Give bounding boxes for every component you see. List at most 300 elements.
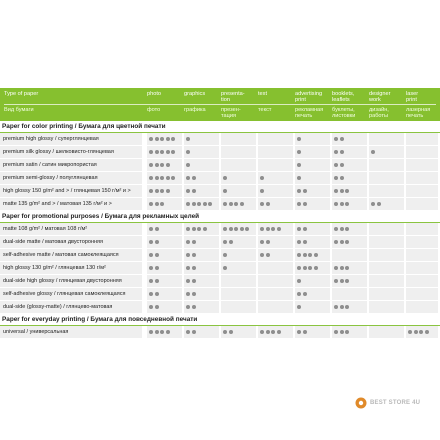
rating-dot	[303, 266, 307, 270]
rating-dot	[303, 227, 307, 231]
rating-dot	[340, 150, 344, 154]
header-col-0-ru: фото	[147, 107, 161, 113]
rating-dot	[155, 189, 159, 193]
rating-dot	[303, 330, 307, 334]
rating-cell	[332, 133, 367, 145]
rating-dot	[155, 330, 159, 334]
rating-dot	[340, 305, 344, 309]
rating-cell	[184, 172, 219, 184]
rating-cell	[369, 262, 404, 274]
rating-cell	[295, 249, 330, 261]
rating-dot	[340, 163, 344, 167]
rating-cell	[332, 326, 367, 338]
rating-dot	[266, 202, 270, 206]
rating-dot	[266, 330, 270, 334]
rating-dot	[186, 266, 190, 270]
paper-type-name: dual-side (glossy-matte) / глянцево-матовая	[0, 301, 142, 313]
rating-dot	[192, 240, 196, 244]
rating-cell	[369, 172, 404, 184]
rating-dot	[186, 137, 190, 141]
rating-dot	[340, 240, 344, 244]
rating-cell	[295, 133, 330, 145]
rating-cell	[295, 326, 330, 338]
table-row	[0, 262, 440, 275]
rating-dot	[308, 266, 312, 270]
rating-dot	[149, 330, 153, 334]
rating-dot	[334, 202, 338, 206]
rating-cell	[369, 275, 404, 287]
rating-cell	[295, 159, 330, 171]
rating-dot	[155, 163, 159, 167]
rating-dot	[334, 279, 338, 283]
rating-cell	[406, 198, 438, 210]
header-divider	[4, 104, 436, 105]
store-logo-text: BEST STORE 4U	[370, 400, 421, 406]
rating-cell	[258, 185, 293, 197]
rating-dot	[171, 176, 175, 180]
rating-dot	[166, 189, 170, 193]
rating-dot	[345, 305, 349, 309]
rating-cell	[221, 249, 256, 261]
rating-cell	[184, 159, 219, 171]
rating-cell	[258, 288, 293, 300]
rating-cell	[184, 198, 219, 210]
header-col-3-en: text	[258, 91, 268, 97]
rating-dot	[345, 279, 349, 283]
rating-dot	[186, 292, 190, 296]
rating-cell	[295, 275, 330, 287]
rating-dot	[345, 330, 349, 334]
rating-dot	[160, 163, 164, 167]
header-col-2-ru: презен- тация	[221, 107, 241, 120]
rating-cell	[258, 236, 293, 248]
rating-cell	[258, 249, 293, 261]
rating-dot	[297, 240, 301, 244]
rating-cell	[184, 275, 219, 287]
rating-dot	[186, 253, 190, 257]
rating-cell	[184, 236, 219, 248]
rating-cell	[406, 275, 438, 287]
rating-cell	[221, 133, 256, 145]
rating-cell	[221, 159, 256, 171]
rating-dot	[186, 227, 190, 231]
rating-cell	[369, 288, 404, 300]
rating-cell	[295, 262, 330, 274]
paper-type-name: self-adhesive glossy / глянцевая самоклеящаяся	[0, 288, 142, 300]
rating-dot	[155, 150, 159, 154]
rating-dot	[149, 292, 153, 296]
rating-cell	[369, 301, 404, 313]
header-col-7-ru: лазерная печать	[406, 107, 431, 120]
rating-cell	[258, 275, 293, 287]
rating-dot	[340, 330, 344, 334]
rating-dot	[186, 176, 190, 180]
rating-cell	[184, 133, 219, 145]
rating-cell	[221, 326, 256, 338]
paper-usage-table	[0, 88, 440, 339]
rating-cell	[332, 301, 367, 313]
rating-cell	[406, 262, 438, 274]
rating-dot	[160, 330, 164, 334]
rating-cell	[184, 146, 219, 158]
rating-cell	[258, 301, 293, 313]
rating-cell	[184, 301, 219, 313]
rating-dot	[425, 330, 429, 334]
rating-dot	[303, 292, 307, 296]
rating-cell	[147, 288, 182, 300]
rating-cell	[147, 185, 182, 197]
rating-cell	[369, 133, 404, 145]
rating-dot	[314, 253, 318, 257]
rating-cell	[332, 236, 367, 248]
rating-cell	[332, 249, 367, 261]
rating-cell	[221, 262, 256, 274]
rating-dot	[297, 292, 301, 296]
rating-dot	[334, 266, 338, 270]
table-row	[0, 249, 440, 262]
rating-dot	[149, 279, 153, 283]
rating-dot	[334, 305, 338, 309]
header-col-4-ru: рекламная печать	[295, 107, 324, 120]
rating-cell	[221, 236, 256, 248]
rating-cell	[369, 185, 404, 197]
table-row	[0, 301, 440, 314]
store-logo-icon	[355, 397, 367, 409]
rating-dot	[197, 227, 201, 231]
rating-dot	[240, 202, 244, 206]
paper-type-name: matte 135 g/m² and > / матовая 135 г/м² и >	[0, 198, 142, 210]
rating-cell	[221, 146, 256, 158]
rating-cell	[295, 288, 330, 300]
rating-dot	[297, 176, 301, 180]
rating-cell	[406, 249, 438, 261]
rating-dot	[229, 240, 233, 244]
rating-dot	[186, 163, 190, 167]
rating-dot	[234, 202, 238, 206]
table-row	[0, 133, 440, 146]
header-col-6-ru: дизайн, работы	[369, 107, 389, 120]
rating-dot	[149, 202, 153, 206]
rating-dot	[155, 202, 159, 206]
rating-cell	[369, 249, 404, 261]
rating-dot	[223, 189, 227, 193]
rating-dot	[223, 266, 227, 270]
rating-cell	[147, 262, 182, 274]
rating-dot	[149, 253, 153, 257]
table-row	[0, 223, 440, 236]
rating-cell	[184, 223, 219, 235]
rating-dot	[186, 279, 190, 283]
rating-dot	[303, 202, 307, 206]
rating-dot	[260, 176, 264, 180]
rating-cell	[147, 223, 182, 235]
rating-dot	[297, 279, 301, 283]
rating-cell	[295, 185, 330, 197]
rating-dot	[186, 330, 190, 334]
paper-type-name: high glossy 150 g/m² and > / глянцевая 150 г/м² и >	[0, 185, 142, 197]
header-col-7-en: laser print	[406, 91, 419, 104]
rating-cell	[369, 159, 404, 171]
rating-dot	[155, 227, 159, 231]
rating-dot	[155, 266, 159, 270]
paper-type-name: high glossy 130 g/m² / глянцевая 130 г/м²	[0, 262, 142, 274]
rating-dot	[334, 150, 338, 154]
rating-dot	[297, 253, 301, 257]
rating-dot	[155, 292, 159, 296]
rating-dot	[223, 330, 227, 334]
table-header	[0, 88, 440, 121]
rating-dot	[149, 163, 153, 167]
table-row	[0, 236, 440, 249]
rating-dot	[229, 202, 233, 206]
header-col-1-ru: графика	[184, 107, 206, 113]
rating-cell	[332, 159, 367, 171]
rating-dot	[166, 137, 170, 141]
header-col-2-en: presenta- tion	[221, 91, 245, 104]
rating-dot	[371, 202, 375, 206]
rating-cell	[295, 198, 330, 210]
rating-dot	[192, 266, 196, 270]
rating-cell	[369, 236, 404, 248]
rating-dot	[340, 137, 344, 141]
rating-dot	[314, 266, 318, 270]
rating-dot	[192, 202, 196, 206]
rating-dot	[266, 253, 270, 257]
header-col-5-ru: буклеты, листовки	[332, 107, 356, 120]
paper-type-name: premium silk glossy / шелковисто-глянцевая	[0, 146, 142, 158]
rating-cell	[295, 146, 330, 158]
rating-dot	[260, 240, 264, 244]
rating-dot	[345, 266, 349, 270]
rating-cell	[147, 172, 182, 184]
table-row	[0, 185, 440, 198]
rating-dot	[155, 137, 159, 141]
header-col-0-en: photo	[147, 91, 161, 97]
rating-cell	[184, 249, 219, 261]
rating-dot	[266, 240, 270, 244]
rating-dot	[340, 279, 344, 283]
section-title: Paper for color printing / Бумага для цветной печати	[0, 121, 440, 133]
rating-dot	[297, 266, 301, 270]
rating-cell	[147, 249, 182, 261]
rating-dot	[297, 150, 301, 154]
rating-dot	[155, 176, 159, 180]
paper-type-name: matte 108 g/m² / матовая 108 г/м²	[0, 223, 142, 235]
rating-cell	[221, 172, 256, 184]
table-row	[0, 146, 440, 159]
rating-cell	[258, 133, 293, 145]
header-type-of-paper: Type of paper	[4, 91, 39, 97]
rating-dot	[160, 137, 164, 141]
rating-cell	[258, 172, 293, 184]
paper-type-name: premium semi-glossy / полуглянцевая	[0, 172, 142, 184]
rating-cell	[258, 262, 293, 274]
rating-dot	[160, 176, 164, 180]
rating-cell	[221, 301, 256, 313]
rating-dot	[377, 202, 381, 206]
rating-dot	[223, 202, 227, 206]
rating-dot	[223, 253, 227, 257]
header-col-4-en: advertising print	[295, 91, 323, 104]
rating-cell	[258, 146, 293, 158]
table-row	[0, 198, 440, 211]
rating-cell	[332, 275, 367, 287]
rating-cell	[147, 326, 182, 338]
rating-cell	[332, 198, 367, 210]
rating-dot	[186, 240, 190, 244]
rating-dot	[303, 253, 307, 257]
rating-cell	[258, 198, 293, 210]
rating-cell	[184, 185, 219, 197]
header-col-3-ru: текст	[258, 107, 272, 113]
rating-cell	[147, 133, 182, 145]
rating-dot	[245, 227, 249, 231]
rating-dot	[192, 279, 196, 283]
rating-dot	[334, 330, 338, 334]
rating-dot	[192, 330, 196, 334]
rating-cell	[406, 301, 438, 313]
rating-dot	[149, 227, 153, 231]
rating-dot	[160, 189, 164, 193]
rating-cell	[258, 223, 293, 235]
rating-cell	[221, 198, 256, 210]
rating-cell	[406, 326, 438, 338]
rating-dot	[297, 227, 301, 231]
paper-type-name: dual-side matte / матовая двусторонняя	[0, 236, 142, 248]
rating-dot	[271, 227, 275, 231]
rating-cell	[184, 326, 219, 338]
rating-cell	[406, 159, 438, 171]
rating-dot	[271, 330, 275, 334]
rating-cell	[147, 275, 182, 287]
rating-dot	[345, 227, 349, 231]
rating-cell	[147, 159, 182, 171]
rating-cell	[221, 223, 256, 235]
rating-cell	[406, 185, 438, 197]
rating-dot	[308, 253, 312, 257]
rating-dot	[223, 227, 227, 231]
section-title: Paper for promotional purposes / Бумага для рекламных целей	[0, 211, 440, 223]
rating-cell	[406, 223, 438, 235]
rating-dot	[334, 176, 338, 180]
rating-dot	[297, 189, 301, 193]
rating-cell	[332, 288, 367, 300]
rating-dot	[334, 227, 338, 231]
rating-dot	[149, 305, 153, 309]
rating-dot	[303, 189, 307, 193]
rating-cell	[258, 326, 293, 338]
rating-dot	[155, 240, 159, 244]
rating-cell	[369, 223, 404, 235]
rating-dot	[334, 189, 338, 193]
rating-dot	[208, 202, 212, 206]
rating-cell	[332, 223, 367, 235]
rating-dot	[223, 176, 227, 180]
rating-dot	[171, 137, 175, 141]
table-row	[0, 159, 440, 172]
rating-dot	[223, 240, 227, 244]
rating-dot	[340, 189, 344, 193]
rating-dot	[166, 330, 170, 334]
table-row	[0, 275, 440, 288]
rating-dot	[155, 253, 159, 257]
table-row	[0, 172, 440, 185]
rating-cell	[406, 172, 438, 184]
rating-dot	[240, 227, 244, 231]
rating-dot	[297, 163, 301, 167]
rating-cell	[369, 326, 404, 338]
rating-dot	[334, 240, 338, 244]
rating-cell	[332, 172, 367, 184]
header-col-1-en: graphics	[184, 91, 206, 97]
rating-cell	[295, 236, 330, 248]
rating-dot	[197, 202, 201, 206]
rating-dot	[192, 305, 196, 309]
header-col-6-en: designer work	[369, 91, 391, 104]
paper-type-name: self-adhesive matte / матовая самоклеящаяся	[0, 249, 142, 261]
rating-cell	[184, 262, 219, 274]
rating-dot	[192, 227, 196, 231]
rating-cell	[258, 159, 293, 171]
rating-dot	[345, 202, 349, 206]
rating-dot	[186, 150, 190, 154]
rating-dot	[345, 240, 349, 244]
rating-dot	[192, 189, 196, 193]
rating-dot	[229, 330, 233, 334]
rating-dot	[203, 202, 207, 206]
rating-cell	[332, 146, 367, 158]
rating-dot	[260, 253, 264, 257]
rating-dot	[149, 189, 153, 193]
table-row	[0, 326, 440, 339]
rating-dot	[340, 266, 344, 270]
rating-cell	[295, 301, 330, 313]
rating-dot	[149, 266, 153, 270]
rating-dot	[192, 292, 196, 296]
rating-dot	[277, 227, 281, 231]
header-col-5-en: booklets, leaflets	[332, 91, 355, 104]
rating-cell	[332, 185, 367, 197]
rating-cell	[406, 133, 438, 145]
rating-cell	[369, 146, 404, 158]
rating-cell	[221, 185, 256, 197]
rating-dot	[371, 150, 375, 154]
rating-dot	[297, 305, 301, 309]
rating-dot	[186, 202, 190, 206]
rating-dot	[155, 279, 159, 283]
rating-cell	[147, 301, 182, 313]
rating-dot	[297, 202, 301, 206]
rating-dot	[203, 227, 207, 231]
rating-dot	[155, 305, 159, 309]
rating-cell	[369, 198, 404, 210]
rating-dot	[149, 176, 153, 180]
rating-cell	[295, 223, 330, 235]
rating-dot	[297, 137, 301, 141]
rating-cell	[332, 262, 367, 274]
paper-type-name: premium satin / сатин микропористая	[0, 159, 142, 171]
paper-type-name: dual-side high glossy / глянцевая двусторонняя	[0, 275, 142, 287]
paper-type-name: universal / универсальная	[0, 326, 142, 338]
rating-dot	[260, 227, 264, 231]
table-row	[0, 288, 440, 301]
rating-dot	[160, 202, 164, 206]
rating-dot	[186, 189, 190, 193]
rating-dot	[149, 150, 153, 154]
rating-dot	[414, 330, 418, 334]
rating-dot	[166, 176, 170, 180]
paper-type-name: premium high glossy / суперглянцевая	[0, 133, 142, 145]
